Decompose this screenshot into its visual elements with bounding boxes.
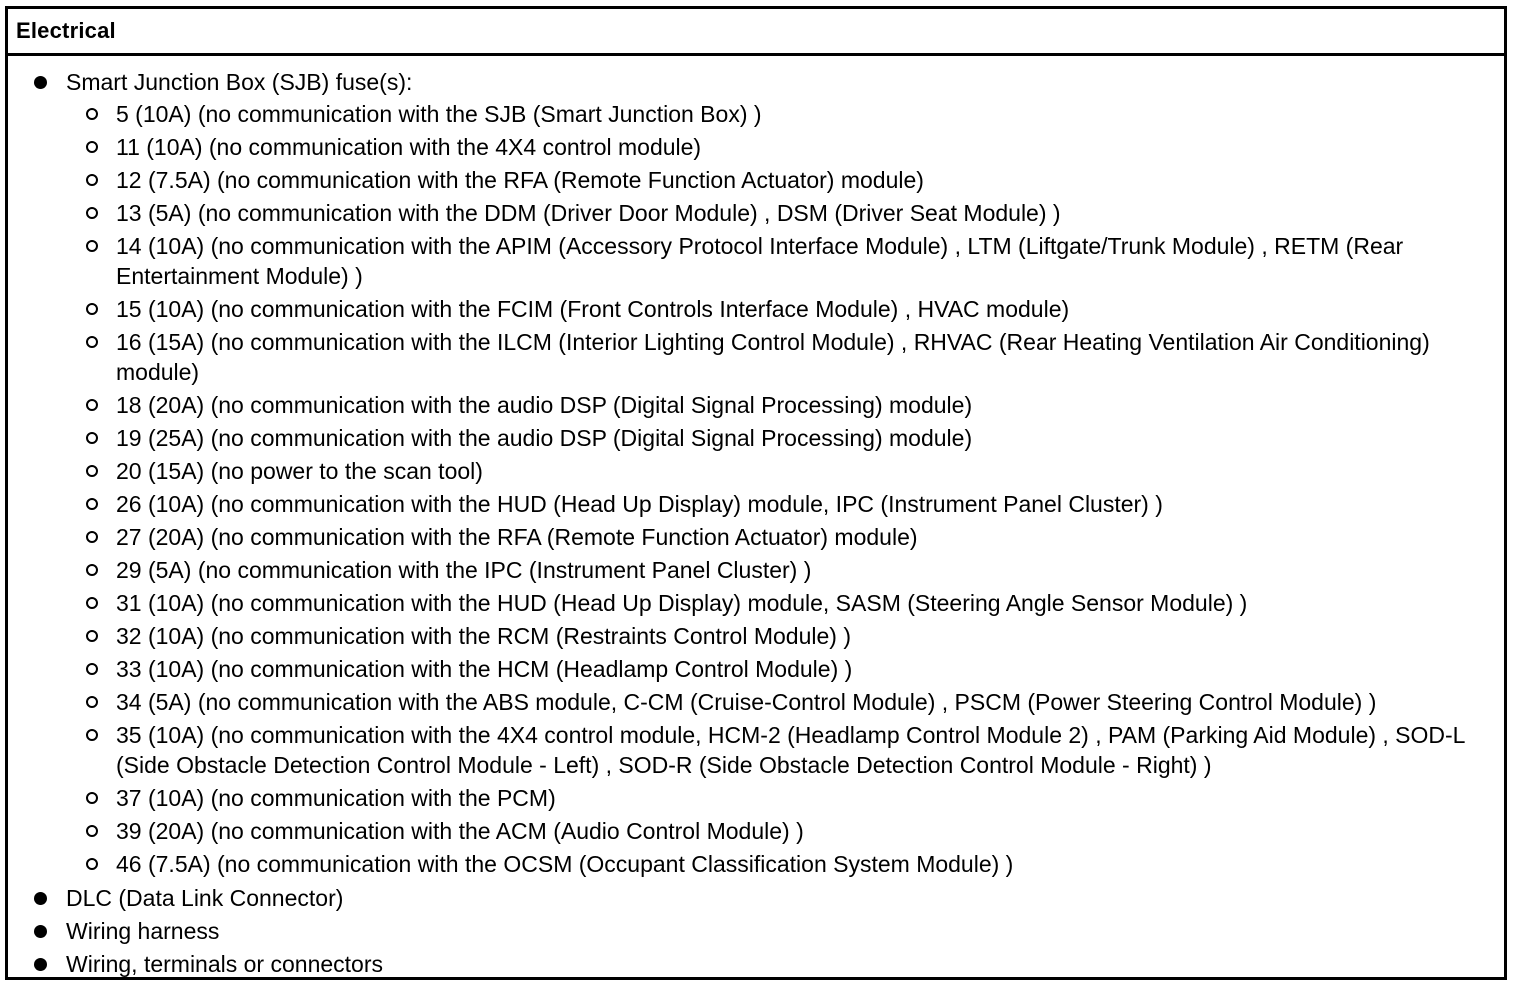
bullet-circle-icon: [86, 141, 98, 153]
bullet-disc-icon: [34, 76, 47, 89]
fuse-item-text: 32 (10A) (no communication with the RCM (Restraints Control Module) ): [116, 623, 851, 649]
fuse-item: [66, 720, 1504, 780]
fuse-item: [66, 456, 1504, 486]
fuse-item-text: 19 (25A) (no communication with the audio DSP (Digital Signal Processing) module): [116, 425, 973, 451]
bullet-circle-icon: [86, 174, 98, 186]
table-content: [8, 56, 1504, 981]
bullet-circle-icon: [86, 825, 98, 837]
list-item-label: Wiring harness: [66, 918, 220, 944]
fuse-item-text: 16 (15A) (no communication with the ILCM (Interior Lighting Control Module) , RHVAC (Rear Heating Ventilation Air Conditioning) module): [116, 329, 1430, 385]
list-item: [8, 948, 1504, 981]
fuse-item-text: 18 (20A) (no communication with the audio DSP (Digital Signal Processing) module): [116, 392, 973, 418]
table-header: [8, 9, 1504, 56]
fuse-item: [66, 231, 1504, 291]
cause-list: [8, 66, 1504, 981]
bullet-circle-icon: [86, 663, 98, 675]
fuse-item: [66, 816, 1504, 846]
bullet-circle-icon: [86, 531, 98, 543]
fuse-item: [66, 687, 1504, 717]
fuse-item-text: 34 (5A) (no communication with the ABS module, C-CM (Cruise-Control Module) , PSCM (Power Steering Control Module) ): [116, 689, 1377, 715]
fuse-item: [66, 621, 1504, 651]
fuse-item-text: 46 (7.5A) (no communication with the OCSM (Occupant Classification System Module) ): [116, 851, 1014, 877]
fuse-item: [66, 390, 1504, 420]
fuse-item: [66, 522, 1504, 552]
fuse-item: [66, 165, 1504, 195]
fuse-item: [66, 99, 1504, 129]
bullet-circle-icon: [86, 432, 98, 444]
bullet-disc-icon: [34, 892, 47, 905]
fuse-item-text: 13 (5A) (no communication with the DDM (Driver Door Module) , DSM (Driver Seat Module) ): [116, 200, 1061, 226]
list-item: [8, 882, 1504, 915]
fuse-item-text: 11 (10A) (no communication with the 4X4 control module): [116, 134, 702, 160]
fuse-item-text: 15 (10A) (no communication with the FCIM (Front Controls Interface Module) , HVAC module): [116, 296, 1070, 322]
fuse-item-text: 31 (10A) (no communication with the HUD (Head Up Display) module, SASM (Steering Angle Sensor Module) ): [116, 590, 1248, 616]
fuse-item: [66, 654, 1504, 684]
fuse-item-text: 14 (10A) (no communication with the APIM (Accessory Protocol Interface Module) , LTM (Liftgate/Trunk Module) , RETM (Rear Entertainment Module) ): [116, 233, 1404, 289]
bullet-circle-icon: [86, 303, 98, 315]
bullet-circle-icon: [86, 696, 98, 708]
bullet-circle-icon: [86, 465, 98, 477]
list-item-label: Wiring, terminals or connectors: [66, 951, 383, 977]
fuse-item-text: 20 (15A) (no power to the scan tool): [116, 458, 483, 484]
bullet-circle-icon: [86, 399, 98, 411]
electrical-table: [5, 6, 1507, 980]
fuse-item-text: 5 (10A) (no communication with the SJB (Smart Junction Box) ): [116, 101, 762, 127]
bullet-circle-icon: [86, 564, 98, 576]
fuse-item: [66, 849, 1504, 879]
fuse-item-text: 33 (10A) (no communication with the HCM (Headlamp Control Module) ): [116, 656, 853, 682]
fuse-item: [66, 294, 1504, 324]
fuse-item: [66, 198, 1504, 228]
bullet-circle-icon: [86, 498, 98, 510]
fuse-item-text: 26 (10A) (no communication with the HUD (Head Up Display) module, IPC (Instrument Panel Cluster) ): [116, 491, 1163, 517]
fuse-item: [66, 783, 1504, 813]
list-item: [8, 66, 1504, 879]
fuse-item: [66, 489, 1504, 519]
section-title: Electrical: [16, 18, 116, 43]
fuse-item-text: 35 (10A) (no communication with the 4X4 control module, HCM-2 (Headlamp Control Module 2) , PAM (Parking Aid Module) , SOD-L (Side Obstacle Detection Control Module - Left) , SOD-R (Side Obstacle Detection Control Module - Right) ): [116, 722, 1465, 778]
bullet-circle-icon: [86, 729, 98, 741]
list-item-label: Smart Junction Box (SJB) fuse(s):: [66, 69, 413, 95]
list-item-label: DLC (Data Link Connector): [66, 885, 344, 911]
bullet-circle-icon: [86, 207, 98, 219]
fuse-item-text: 12 (7.5A) (no communication with the RFA (Remote Function Actuator) module): [116, 167, 924, 193]
fuse-item: [66, 588, 1504, 618]
bullet-disc-icon: [34, 925, 47, 938]
bullet-circle-icon: [86, 597, 98, 609]
fuse-item: [66, 423, 1504, 453]
bullet-circle-icon: [86, 240, 98, 252]
bullet-circle-icon: [86, 336, 98, 348]
bullet-circle-icon: [86, 630, 98, 642]
bullet-disc-icon: [34, 958, 47, 971]
fuse-item: [66, 327, 1504, 387]
fuse-item: [66, 555, 1504, 585]
list-item: [8, 915, 1504, 948]
bullet-circle-icon: [86, 792, 98, 804]
fuse-item: [66, 132, 1504, 162]
fuse-item-text: 39 (20A) (no communication with the ACM (Audio Control Module) ): [116, 818, 804, 844]
fuse-item-text: 29 (5A) (no communication with the IPC (Instrument Panel Cluster) ): [116, 557, 812, 583]
fuse-item-text: 27 (20A) (no communication with the RFA (Remote Function Actuator) module): [116, 524, 918, 550]
fuse-item-text: 37 (10A) (no communication with the PCM): [116, 785, 556, 811]
fuse-list: [66, 99, 1504, 879]
bullet-circle-icon: [86, 108, 98, 120]
bullet-circle-icon: [86, 858, 98, 870]
